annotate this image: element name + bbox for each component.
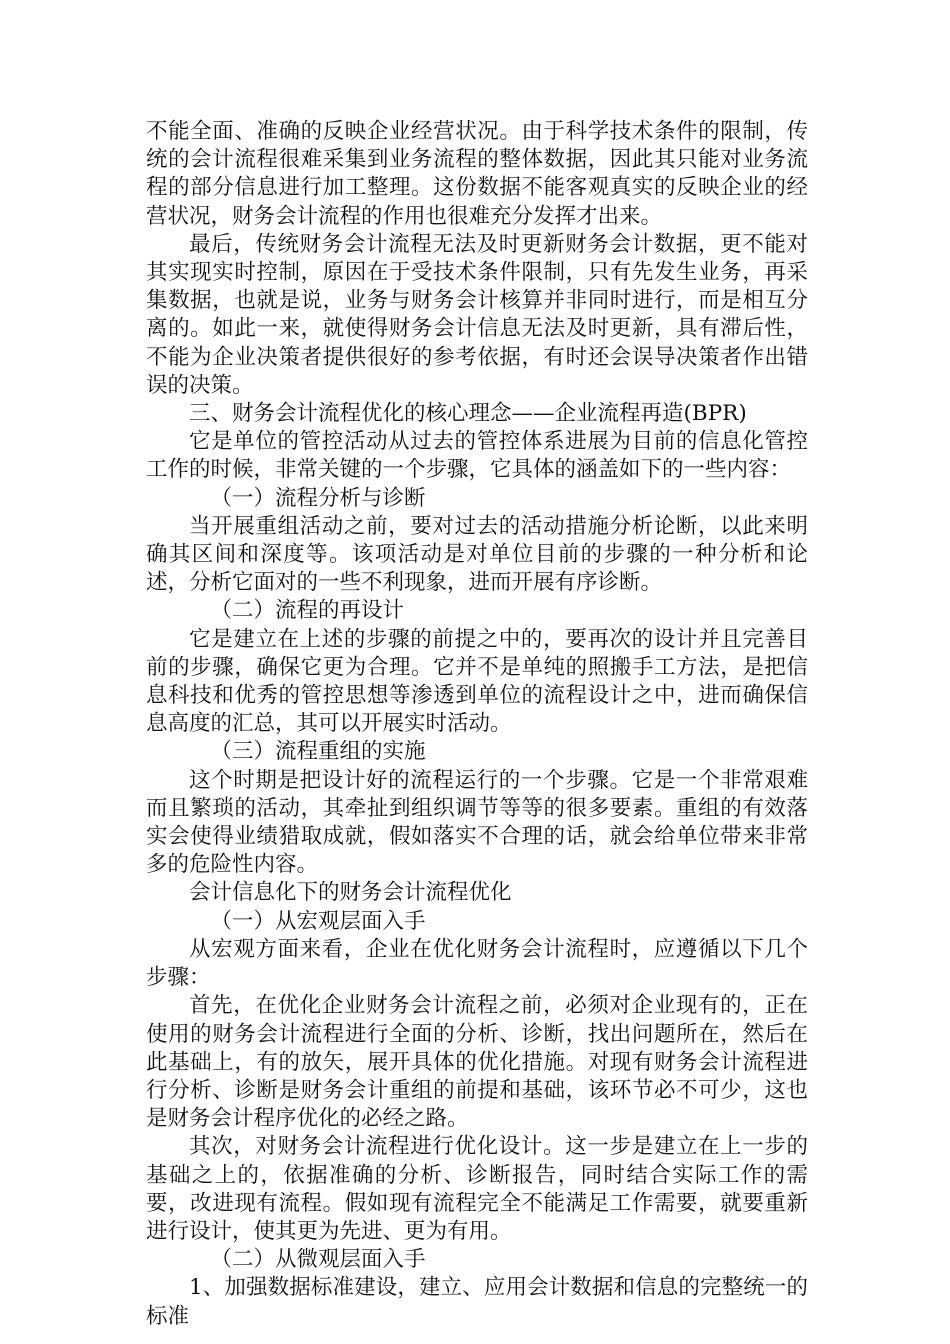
paragraph-process-redesign: 它是建立在上述的步骤的前提之中的，要再次的设计并且完善目前的步骤，确保它更为合理。它并不是单纯的照搬手工方法，是把信息科技和优秀的管控思想等渗透到单位的流程设计之中，进而确保信息高度的汇总，其可以开展实时活动。 bbox=[146, 626, 808, 737]
paragraph-bpr-intro: 它是单位的管控活动从过去的管控体系进展为目前的信息化管控工作的时候，非常关键的一个步骤，它具体的涵盖如下的一些内容： bbox=[146, 429, 808, 483]
paragraph-second-step: 其次，对财务会计流程进行优化设计。这一步是建立在上一步的基础之上的，依据准确的分析、诊断报告，同时结合实际工作的需要，改进现有流程。假如现有流程完全不能满足工作需要，就要重新进行设计，使其更为先进、更为有用。 bbox=[146, 1134, 808, 1244]
section-heading-bpr: 三、财务会计流程优化的核心理念——企业流程再造(BPR) bbox=[189, 401, 747, 427]
paragraph-process-implementation: 这个时期是把设计好的流程运行的一个步骤。它是一个非常艰难而且繁琐的活动，其牵扯到组织调节等等的很多要素。重组的有效落实会使得业绩猎取成就，假如落实不合理的话，就会给单位带来非常多的危险性内容。 bbox=[146, 767, 808, 878]
paragraph-continuation: 不能全面、准确的反映企业经营状况。由于科学技术条件的限制，传统的会计流程很难采集到业务流程的整体数据，因此其只能对业务流程的部分信息进行加工整理。这份数据不能客观真实的反映企业的经营状况，财务会计流程的作用也很难充分发挥才出来。 bbox=[146, 119, 808, 229]
subheading-process-implementation: （三）流程重组的实施 bbox=[210, 739, 426, 765]
subheading-micro-level: （二）从微观层面入手 bbox=[210, 1247, 426, 1273]
subheading-process-analysis: （一）流程分析与诊断 bbox=[210, 485, 426, 511]
section-heading-optimization: 会计信息化下的财务会计流程优化 bbox=[189, 880, 512, 906]
paragraph-process-analysis: 当开展重组活动之前，要对过去的活动措施分析论断，以此来明确其区间和深度等。该项活动是对单位目前的步骤的一种分析和论述，分析它面对的一些不利现象，进而开展有序诊断。 bbox=[146, 513, 808, 596]
subheading-macro-level: （一）从宏观层面入手 bbox=[210, 908, 426, 934]
subheading-process-redesign: （二）流程的再设计 bbox=[210, 598, 405, 624]
paragraph-finally: 最后，传统财务会计流程无法及时更新财务会计数据，更不能对其实现实时控制，原因在于受技术条件限制，只有先发生业务，再采集数据，也就是说，业务与财务会计核算并非同时进行，而是相互分离的。如此一来，就使得财务会计信息无法及时更新，具有滞后性，不能为企业决策者提供很好的参考依据，有时还会误导决策者作出错误的决策。 bbox=[146, 231, 808, 398]
document-body bbox=[146, 118, 808, 1331]
paragraph-data-standards: 1、加强数据标准建设，建立、应用会计数据和信息的完整统一的标准 bbox=[146, 1275, 808, 1329]
paragraph-macro-intro: 从宏观方面来看，企业在优化财务会计流程时，应遵循以下几个步骤： bbox=[146, 936, 808, 991]
paragraph-first-step: 首先，在优化企业财务会计流程之前，必须对企业现有的，正在使用的财务会计流程进行全面的分析、诊断，找出问题所在，然后在此基础上，有的放矢，展开具体的优化措施。对现有财务会计流程进行分析、诊断是财务会计重组的前提和基础，该环节必不可少，这也是财务会计程序优化的必经之路。 bbox=[146, 993, 808, 1132]
